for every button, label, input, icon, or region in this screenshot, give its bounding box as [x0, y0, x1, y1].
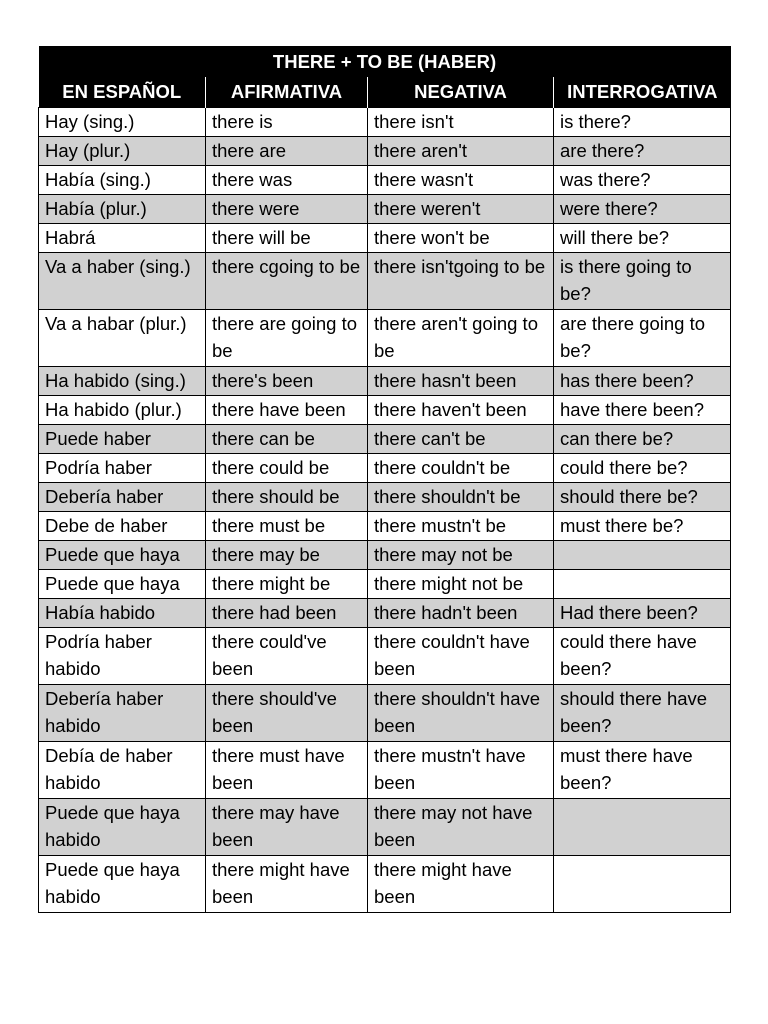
spanish-cell: Debía de haber habido	[39, 742, 206, 799]
spanish-cell: Había (plur.)	[39, 195, 206, 224]
interrogative-cell: could there have been?	[554, 628, 731, 685]
spanish-cell: Podría haber	[39, 454, 206, 483]
affirmative-cell: there could've been	[206, 628, 368, 685]
table-row	[39, 137, 731, 166]
negative-cell: there couldn't be	[368, 454, 554, 483]
interrogative-cell	[554, 541, 731, 570]
negative-cell: there won't be	[368, 224, 554, 253]
interrogative-cell: should there have been?	[554, 685, 731, 742]
negative-cell: there shouldn't have been	[368, 685, 554, 742]
affirmative-cell: there cgoing to be	[206, 253, 368, 310]
affirmative-cell: there are going to be	[206, 310, 368, 367]
affirmative-cell: there can be	[206, 425, 368, 454]
spanish-cell: Debería haber	[39, 483, 206, 512]
table-row	[39, 367, 731, 396]
table-row	[39, 856, 731, 913]
affirmative-cell: there must have been	[206, 742, 368, 799]
interrogative-cell: is there going to be?	[554, 253, 731, 310]
header-interrogativa: INTERROGATIVA	[554, 77, 731, 108]
table-row	[39, 599, 731, 628]
interrogative-cell: should there be?	[554, 483, 731, 512]
affirmative-cell: there have been	[206, 396, 368, 425]
table-row	[39, 483, 731, 512]
affirmative-cell: there had been	[206, 599, 368, 628]
affirmative-cell: there will be	[206, 224, 368, 253]
interrogative-cell: could there be?	[554, 454, 731, 483]
spanish-cell: Había (sing.)	[39, 166, 206, 195]
spanish-cell: Va a habar (plur.)	[39, 310, 206, 367]
spanish-cell: Habrá	[39, 224, 206, 253]
interrogative-cell: are there?	[554, 137, 731, 166]
negative-cell: there hasn't been	[368, 367, 554, 396]
affirmative-cell: there could be	[206, 454, 368, 483]
interrogative-cell: are there going to be?	[554, 310, 731, 367]
negative-cell: there shouldn't be	[368, 483, 554, 512]
affirmative-cell: there must be	[206, 512, 368, 541]
spanish-cell: Había habido	[39, 599, 206, 628]
spanish-cell: Puede que haya	[39, 570, 206, 599]
negative-cell: there mustn't be	[368, 512, 554, 541]
interrogative-cell	[554, 856, 731, 913]
interrogative-cell	[554, 570, 731, 599]
negative-cell: there can't be	[368, 425, 554, 454]
table-row	[39, 541, 731, 570]
table-row	[39, 570, 731, 599]
negative-cell: there mustn't have been	[368, 742, 554, 799]
spanish-cell: Podría haber habido	[39, 628, 206, 685]
table-row	[39, 108, 731, 137]
interrogative-cell: must there have been?	[554, 742, 731, 799]
table-row	[39, 742, 731, 799]
negative-cell: there aren't	[368, 137, 554, 166]
interrogative-cell: is there?	[554, 108, 731, 137]
spanish-cell: Ha habido (plur.)	[39, 396, 206, 425]
affirmative-cell: there should've been	[206, 685, 368, 742]
negative-cell: there isn'tgoing to be	[368, 253, 554, 310]
negative-cell: there might not be	[368, 570, 554, 599]
affirmative-cell: there should be	[206, 483, 368, 512]
header-negativa: NEGATIVA	[368, 77, 554, 108]
table-body	[39, 108, 731, 913]
affirmative-cell: there may be	[206, 541, 368, 570]
header-en-espanol: EN ESPAÑOL	[39, 77, 206, 108]
header-afirmativa: AFIRMATIVA	[206, 77, 368, 108]
table-title: THERE + TO BE (HABER)	[39, 46, 731, 77]
affirmative-cell: there might be	[206, 570, 368, 599]
spanish-cell: Hay (plur.)	[39, 137, 206, 166]
spanish-cell: Puede que haya habido	[39, 856, 206, 913]
negative-cell: there might have been	[368, 856, 554, 913]
spanish-cell: Debería haber habido	[39, 685, 206, 742]
interrogative-cell: have there been?	[554, 396, 731, 425]
affirmative-cell: there is	[206, 108, 368, 137]
table-row	[39, 310, 731, 367]
table-row	[39, 224, 731, 253]
spanish-cell: Va a haber (sing.)	[39, 253, 206, 310]
table-row	[39, 425, 731, 454]
negative-cell: there isn't	[368, 108, 554, 137]
affirmative-cell: there was	[206, 166, 368, 195]
negative-cell: there weren't	[368, 195, 554, 224]
table-row	[39, 685, 731, 742]
table-row	[39, 512, 731, 541]
negative-cell: there aren't going to be	[368, 310, 554, 367]
interrogative-cell: Had there been?	[554, 599, 731, 628]
table-row	[39, 396, 731, 425]
spanish-cell: Puede haber	[39, 425, 206, 454]
table-row	[39, 253, 731, 310]
interrogative-cell: was there?	[554, 166, 731, 195]
table-row	[39, 799, 731, 856]
table-row	[39, 195, 731, 224]
interrogative-cell: will there be?	[554, 224, 731, 253]
negative-cell: there couldn't have been	[368, 628, 554, 685]
interrogative-cell: must there be?	[554, 512, 731, 541]
negative-cell: there wasn't	[368, 166, 554, 195]
affirmative-cell: there's been	[206, 367, 368, 396]
interrogative-cell: can there be?	[554, 425, 731, 454]
affirmative-cell: there may have been	[206, 799, 368, 856]
affirmative-cell: there are	[206, 137, 368, 166]
negative-cell: there may not be	[368, 541, 554, 570]
spanish-cell: Puede que haya habido	[39, 799, 206, 856]
spanish-cell: Puede que haya	[39, 541, 206, 570]
interrogative-cell: were there?	[554, 195, 731, 224]
negative-cell: there haven't been	[368, 396, 554, 425]
interrogative-cell: has there been?	[554, 367, 731, 396]
spanish-cell: Hay (sing.)	[39, 108, 206, 137]
interrogative-cell	[554, 799, 731, 856]
table-row	[39, 628, 731, 685]
spanish-cell: Debe de haber	[39, 512, 206, 541]
negative-cell: there hadn't been	[368, 599, 554, 628]
affirmative-cell: there might have been	[206, 856, 368, 913]
table-row	[39, 454, 731, 483]
table-row	[39, 166, 731, 195]
spanish-cell: Ha habido (sing.)	[39, 367, 206, 396]
haber-grammar-table	[38, 46, 731, 913]
affirmative-cell: there were	[206, 195, 368, 224]
negative-cell: there may not have been	[368, 799, 554, 856]
